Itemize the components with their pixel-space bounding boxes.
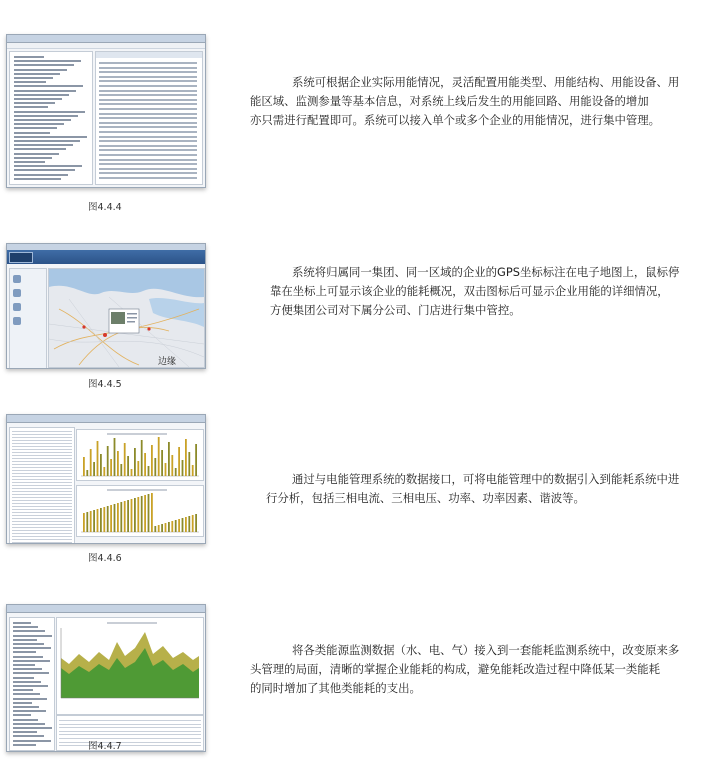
thumbnail-row [12, 497, 72, 498]
thumbnail-bar [97, 441, 99, 476]
thumbnail-row [99, 177, 197, 179]
thumbnail-row [99, 90, 197, 92]
thumbnail-row [13, 647, 51, 649]
thumbnail-row [14, 102, 55, 104]
thumbnail-bar [175, 468, 177, 476]
electronic-map [48, 268, 205, 368]
thumbnail-row [14, 90, 76, 92]
thumbnail-row [12, 515, 72, 516]
power-data-table [9, 427, 75, 544]
thumbnail-row [99, 117, 197, 119]
thumbnail-bar [175, 520, 177, 532]
thumbnail-row [14, 73, 60, 75]
thumbnail-bar [124, 501, 126, 532]
map-side-panel [9, 268, 47, 369]
thumbnail-row [59, 738, 201, 739]
thumbnail-row [12, 503, 72, 504]
thumbnail-bar [100, 454, 102, 476]
thumbnail-row [14, 169, 75, 171]
thumbnail-row [14, 69, 67, 71]
thumbnail-row [13, 689, 33, 691]
thumbnail-row [99, 122, 197, 124]
thumbnail-row [99, 99, 197, 101]
thumbnail-row [13, 651, 36, 653]
thumbnail-row [13, 698, 47, 700]
thumbnail-row [99, 80, 197, 82]
thumbnail-row [14, 56, 44, 58]
thumbnail-row [99, 126, 197, 128]
figure-4-4-7-description: 将各类能源监测数据（水、电、气）接入到一套能耗监测系统中，改变原来多 头管理的局面，清晰的掌握企业能耗的构成，避免能耗改造过程中降低某一类能耗 的同时增加了其他类能耗的支出。 [250, 643, 680, 695]
thumbnail-row [99, 62, 197, 64]
thumbnail-row [12, 500, 72, 501]
thumbnail-row [13, 693, 40, 695]
screenshot-gps-map [6, 243, 206, 369]
thumbnail-row [14, 127, 57, 129]
figure-4-4-6 [6, 414, 204, 562]
thumbnail-row [12, 464, 72, 465]
thumbnail-bar [83, 513, 85, 532]
thumbnail-bar [154, 526, 156, 532]
thumbnail-row [13, 719, 38, 721]
thumbnail-row [99, 76, 197, 78]
thumbnail-row [12, 494, 72, 495]
thumbnail-row [12, 458, 72, 459]
thumbnail-bar [192, 465, 194, 476]
thumbnail-bar [134, 448, 136, 476]
thumbnail-bar [165, 523, 167, 532]
thumbnail-row [12, 533, 72, 534]
thumbnail-bar [114, 504, 116, 532]
thumbnail-row [12, 509, 72, 510]
thumbnail-bar [86, 512, 88, 532]
thumbnail-bar [185, 517, 187, 532]
bar-chart-top-drawing [77, 430, 203, 480]
overlay-text: 边缘 [158, 357, 177, 367]
thumbnail-bar [110, 505, 112, 532]
figure-4-4-6-description: 通过与电能管理系统的数据接口，可将电能管理中的数据引入到能耗系统中进 行分析，包括三相电流、三相电压、功率、功率因素、谐波等。 [266, 472, 680, 505]
thumbnail-row [12, 446, 72, 447]
thumbnail-row [13, 656, 43, 658]
nav-icon [13, 275, 21, 283]
thumbnail-bar [83, 457, 85, 476]
thumbnail-row [14, 140, 80, 142]
thumbnail-row [99, 163, 197, 165]
thumbnail-bar [100, 508, 102, 532]
thumbnail-row [12, 524, 72, 525]
screenshot-energy-monitor [6, 604, 206, 752]
thumbnail-row [14, 144, 73, 146]
thumbnail-row [12, 455, 72, 456]
nav-icon [13, 317, 21, 325]
thumbnail-row [99, 67, 197, 69]
config-grid-panel [95, 51, 203, 185]
thumbnail-bar [117, 451, 119, 476]
thumbnail-row [13, 622, 31, 624]
thumbnail-row [13, 723, 45, 725]
config-tree-panel [9, 51, 93, 185]
thumbnail-bar [195, 514, 197, 532]
monitor-tree-panel [9, 617, 55, 751]
thumbnail-bar [178, 519, 180, 532]
thumbnail-row [12, 542, 72, 543]
thumbnail-bar [120, 464, 122, 476]
thumbnail-row [12, 467, 72, 468]
thumbnail-row [99, 168, 197, 170]
thumbnail-row [14, 111, 85, 113]
thumbnail-row [99, 154, 197, 156]
thumbnail-row [13, 702, 32, 704]
thumbnail-row [12, 518, 72, 519]
thumbnail-row [13, 685, 48, 687]
thumbnail-row [13, 643, 44, 645]
thumbnail-row [12, 440, 72, 441]
thumbnail-row [14, 132, 50, 134]
thumbnail-bar [107, 506, 109, 532]
thumbnail-row [12, 485, 72, 486]
thumbnail-row [99, 145, 197, 147]
thumbnail-bar [117, 503, 119, 532]
thumbnail-bar [161, 524, 163, 532]
thumbnail-row [12, 461, 72, 462]
thumbnail-row [14, 115, 78, 117]
thumbnail-bar [154, 458, 156, 476]
thumbnail-bar [171, 521, 173, 532]
thumbnail-bar [103, 507, 105, 532]
thumbnail-bar [144, 495, 146, 532]
map-drawing [49, 269, 204, 367]
thumbnail-row [13, 664, 35, 666]
thumbnail-row [99, 113, 197, 115]
thumbnail-row [59, 734, 201, 735]
thumbnail-row [14, 60, 81, 62]
thumbnail-row [14, 157, 52, 159]
thumbnail-bar [124, 443, 126, 476]
thumbnail-row [12, 476, 72, 477]
area-chart-drawing [57, 618, 203, 714]
thumbnail-row [14, 161, 45, 163]
thumbnail-row [12, 539, 72, 540]
figure-caption: 图4.4.6 [88, 553, 122, 564]
figure-4-4-4 [6, 34, 204, 213]
nav-icon [13, 289, 21, 297]
figure-caption: 图4.4.5 [88, 379, 122, 390]
thumbnail-row [14, 98, 62, 100]
thumbnail-row [14, 165, 82, 167]
thumbnail-row [99, 172, 197, 174]
thumbnail-row [14, 94, 69, 96]
screenshot-power-analysis [6, 414, 206, 544]
thumbnail-row [99, 85, 197, 87]
nav-icon [13, 303, 21, 311]
thumbnail-bar [97, 509, 99, 532]
thumbnail-bar [148, 466, 150, 476]
thumbnail-row [14, 153, 59, 155]
thumbnail-row [99, 131, 197, 133]
thumbnail-row [14, 123, 64, 125]
thumbnail-row [99, 159, 197, 161]
thumbnail-row [13, 635, 52, 637]
thumbnail-row [99, 94, 197, 96]
thumbnail-bar [141, 496, 143, 532]
thumbnail-bar [168, 442, 170, 476]
thumbnail-row [59, 727, 201, 728]
thumbnail-bar [158, 437, 160, 476]
window-titlebar [7, 605, 205, 613]
thumbnail-bar [185, 439, 187, 476]
thumbnail-row [99, 108, 197, 110]
thumbnail-bar [137, 461, 139, 476]
thumbnail-bar [168, 522, 170, 532]
figure-4-4-5-description: 系统将归属同一集团、同一区域的企业的GPS坐标标注在电子地图上，鼠标停 靠在坐标上可显示该企业的能耗概况，双击图标后可显示企业用能的详细情况， 方便集团公司对下属分公司、门店进行集中管控。 [270, 265, 680, 317]
thumbnail-row [13, 681, 41, 683]
thumbnail-row [59, 724, 201, 725]
thumbnail-row [12, 434, 72, 435]
thumbnail-bar [90, 449, 92, 476]
thumbnail-row [12, 527, 72, 528]
thumbnail-row [14, 148, 66, 150]
thumbnail-row [13, 735, 44, 737]
thumbnail-bar [110, 459, 112, 476]
figure-4-4-4-description: 系统可根据企业实际用能情况，灵活配置用能类型、用能结构、用能设备、用 能区域、监测参量等基本信息，对系统上线后发生的用能回路、用能设备的增加 亦只需进行配置即可。系统可以接入单个或多个企业的用能情况，进行集中管理。 [250, 75, 680, 127]
bar-chart-bottom-drawing [77, 486, 203, 536]
thumbnail-bar [171, 455, 173, 476]
bar-chart-bottom [76, 485, 204, 537]
thumbnail-row [13, 731, 37, 733]
thumbnail-row [13, 639, 37, 641]
thumbnail-row [13, 668, 42, 670]
thumbnail-bar [161, 450, 163, 476]
thumbnail-row [14, 106, 48, 108]
thumbnail-bar [178, 447, 180, 476]
thumbnail-row [13, 714, 31, 716]
thumbnail-bar [182, 460, 184, 476]
thumbnail-bar [134, 498, 136, 532]
thumbnail-row [12, 512, 72, 513]
thumbnail-bar [182, 518, 184, 532]
thumbnail-row [12, 530, 72, 531]
thumbnail-bar [188, 452, 190, 476]
thumbnail-bar [151, 445, 153, 476]
thumbnail-row [14, 178, 61, 180]
thumbnail-row [99, 136, 197, 138]
thumbnail-bar [158, 525, 160, 532]
thumbnail-row [12, 431, 72, 432]
figure-4-4-7 [6, 604, 204, 754]
app-logo [9, 252, 33, 263]
window-menubar [7, 43, 205, 49]
thumbnail-bar [93, 510, 95, 532]
thumbnail-bar [93, 462, 95, 476]
screenshot-energy-config [6, 34, 206, 188]
thumbnail-bar [188, 516, 190, 532]
thumbnail-row [59, 731, 201, 732]
thumbnail-row [14, 136, 87, 138]
thumbnail-row [13, 677, 34, 679]
app-banner [7, 250, 205, 264]
window-titlebar [7, 415, 205, 423]
thumbnail-row [12, 536, 72, 537]
thumbnail-row [13, 710, 46, 712]
thumbnail-bar [141, 440, 143, 476]
thumbnail-row [13, 744, 36, 746]
thumbnail-bar [131, 499, 133, 532]
thumbnail-bar [90, 511, 92, 532]
thumbnail-row [12, 470, 72, 471]
thumbnail-row [13, 706, 39, 708]
thumbnail-row [99, 149, 197, 151]
thumbnail-row [14, 119, 71, 121]
thumbnail-bar [127, 500, 129, 532]
thumbnail-row [12, 437, 72, 438]
thumbnail-bar [195, 444, 197, 476]
thumbnail-row [14, 77, 53, 79]
thumbnail-row [12, 452, 72, 453]
thumbnail-row [12, 482, 72, 483]
thumbnail-row [14, 85, 83, 87]
thumbnail-row [14, 81, 46, 83]
monitor-data-table [56, 715, 204, 751]
thumbnail-bar [137, 497, 139, 532]
thumbnail-row [12, 479, 72, 480]
thumbnail-row [99, 103, 197, 105]
thumbnail-row [12, 521, 72, 522]
thumbnail-row [99, 140, 197, 142]
thumbnail-row [12, 473, 72, 474]
thumbnail-row [13, 660, 50, 662]
thumbnail-row [13, 626, 38, 628]
thumbnail-row [13, 740, 51, 742]
thumbnail-row [59, 745, 201, 746]
figure-caption: 图4.4.4 [88, 202, 122, 213]
area-chart [56, 617, 204, 715]
thumbnail-bar [114, 438, 116, 476]
figure-caption: 图4.4.7 [88, 741, 122, 752]
thumbnail-row [12, 443, 72, 444]
thumbnail-row [12, 488, 72, 489]
thumbnail-bar [151, 493, 153, 532]
window-titlebar [7, 35, 205, 43]
thumbnail-row [14, 64, 74, 66]
bar-chart-top [76, 429, 204, 481]
thumbnail-row [99, 71, 197, 73]
thumbnail-row [12, 491, 72, 492]
thumbnail-row [12, 506, 72, 507]
thumbnail-bar [120, 502, 122, 532]
thumbnail-bar [165, 463, 167, 476]
thumbnail-row [13, 630, 45, 632]
thumbnail-bar [192, 515, 194, 532]
thumbnail-row [12, 449, 72, 450]
thumbnail-row [14, 174, 68, 176]
thumbnail-bar [131, 469, 133, 476]
thumbnail-row [59, 742, 201, 743]
thumbnail-bar [144, 453, 146, 476]
thumbnail-row [13, 672, 49, 674]
thumbnail-bar [86, 470, 88, 476]
thumbnail-bar [103, 467, 105, 476]
thumbnail-bar [127, 456, 129, 476]
thumbnail-row [59, 720, 201, 721]
thumbnail-bar [107, 446, 109, 476]
thumbnail-row [13, 727, 52, 729]
thumbnail-bar [148, 494, 150, 532]
